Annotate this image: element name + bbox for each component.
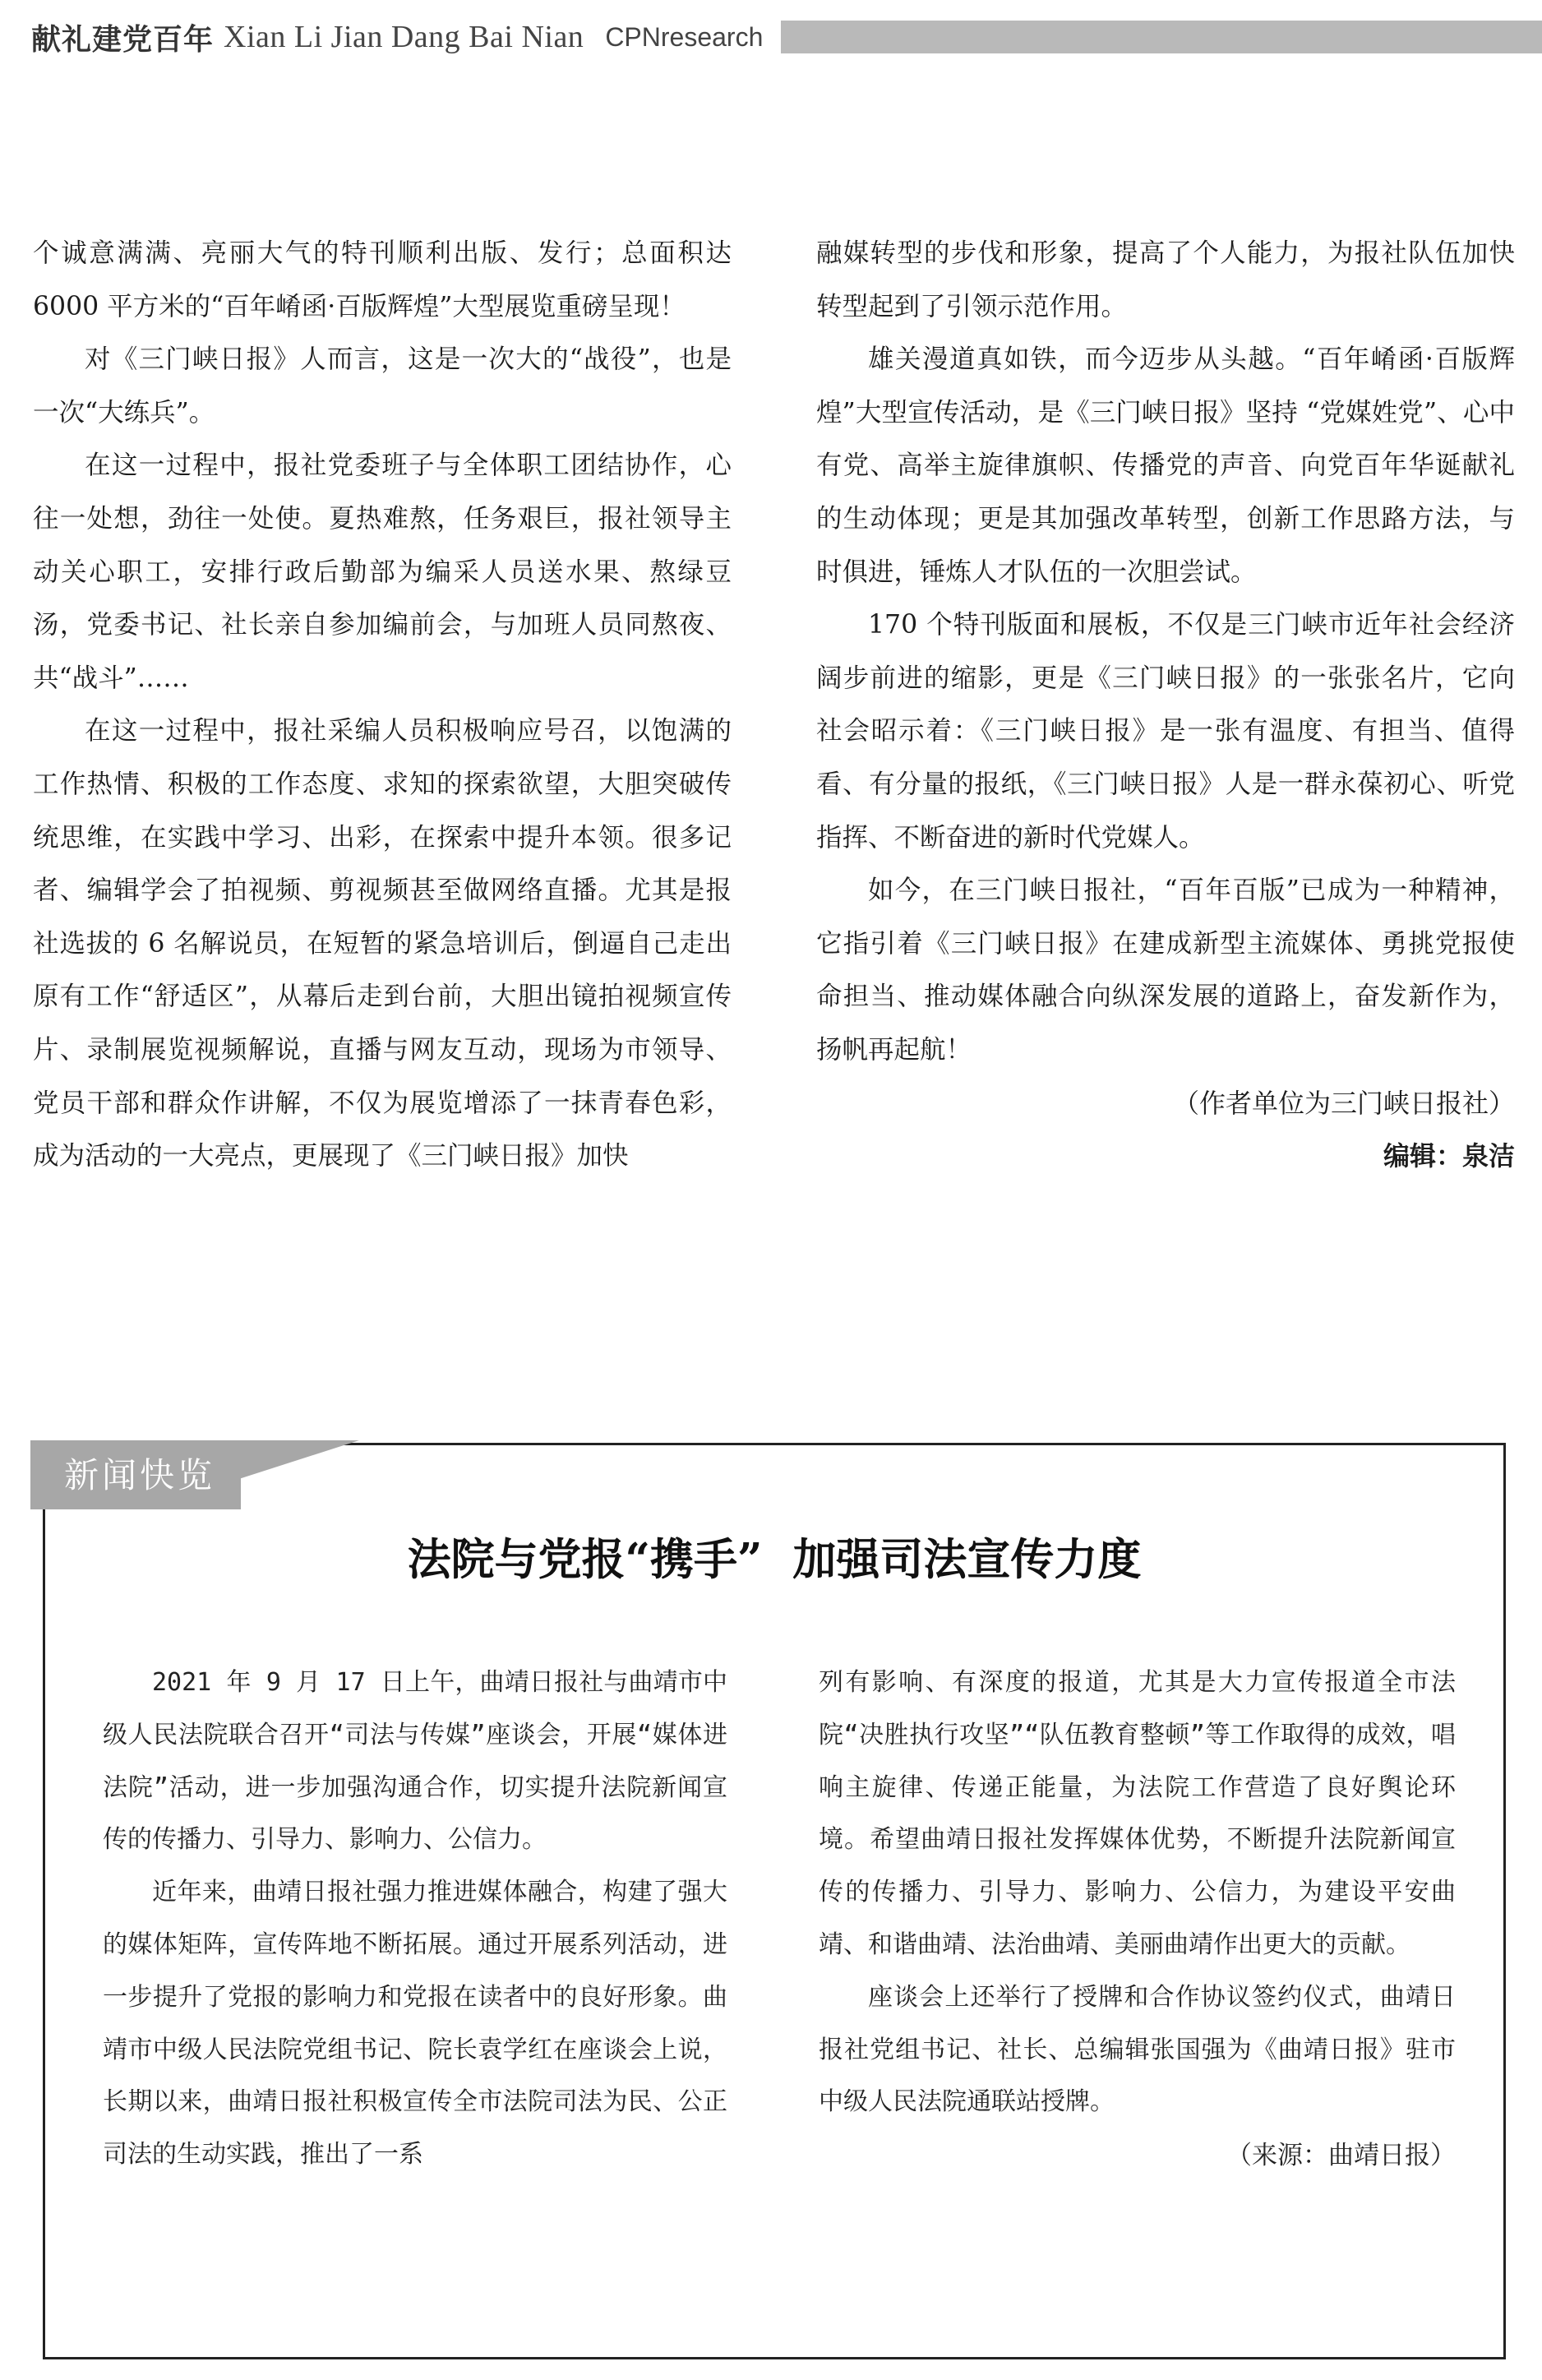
author-byline: （作者单位为三门峡日报社）	[1172, 1087, 1515, 1119]
article-paragraph: 在这一过程中，报社党委班子与全体职工团结协作，心往一处想，劲往一处使。夏热难熬，任务艰巨，报社领导主动关心职工，安排行政后勤部为编采人员送水果、熬绿豆汤，党委书记、社长亲自参加编前会，与加班人员同熬夜、共“战斗”……	[33, 451, 732, 693]
news-paragraph: 列有影响、有深度的报道，尤其是大力宣传报道全市法院“决胜执行攻坚”“队伍教育整顿”等工作取得的成效，唱响主旋律、传递正能量，为法院工作营造了良好舆论环境。希望曲靖日报社发挥媒体优势，不断提升法院新闻宣传的传播力、引导力、影响力、公信力，为建设平安曲靖、和谐曲靖、法治曲靖、美丽曲靖作出更大的贡献。	[819, 1668, 1456, 1959]
section-label: 新闻快览	[64, 1455, 216, 1495]
news-paragraph: 近年来，曲靖日报社强力推进媒体融合，构建了强大的媒体矩阵，宣传阵地不断拓展。通过开展系列活动，进一步提升了党报的影响力和党报在读者中的良好形象。曲靖市中级人民法院党组书记、院长袁学红在座谈会上说，长期以来，曲靖日报社积极宣传全市法院司法为民、公正司法的生动实践，推出了一系	[103, 1878, 727, 2170]
article-paragraph: 如今，在三门峡日报社，“百年百版”已成为一种精神，它指引着《三门峡日报》在建成新型主流媒体、勇挑党报使命担当、推动媒体融合向纵深发展的道路上，奋发新作为，扬帆再起航！	[816, 876, 1515, 1065]
article-paragraph: 170 个特刊版面和展板，不仅是三门峡市近年社会经济阔步前进的缩影，更是《三门峡日报》的一张张名片，它向社会昭示着：《三门峡日报》是一张有温度、有担当、值得看、有分量的报纸，《三门峡日报》人是一群永葆初心、听党指挥、不断奋进的新时代党媒人。	[816, 610, 1515, 853]
article-paragraph: 在这一过程中，报社采编人员积极响应号召，以饱满的工作热情、积极的工作态度、求知的探索欲望，大胆突破传统思维，在实践中学习、出彩，在探索中提升本领。很多记者、编辑学会了拍视频、剪视频甚至做网络直播。尤其是报社选拔的 6 名解说员，在短暂的紧急培训后，倒逼自己走出原有工作“舒适区”，从幕后走到台前，大胆出镜拍视频宣传片、录制展览视频解说，直播与网友互动，现场为市领导、党员干部和群众作讲解，不仅为展览增添了一抹青春色彩，成为活动的一大亮点，更展现了《三门峡日报》加快	[33, 716, 732, 1172]
header-brand: CPNresearch	[605, 21, 764, 52]
editor-credit: 编辑：泉洁	[1383, 1140, 1515, 1172]
article-right-column	[816, 227, 1515, 1183]
news-paragraph: 2021 年 9 月 17 日上午，曲靖日报社与曲靖市中级人民法院联合召开“司法与传媒”座谈会，开展“媒体进法院”活动，进一步加强沟通合作，切实提升法院新闻宣传的传播力、引导力、影响力、公信力。	[103, 1668, 727, 1855]
news-left-column	[103, 1657, 727, 2181]
page-header	[31, 12, 1542, 62]
header-bar	[781, 21, 1542, 53]
header-pinyin: Xian Li Jian Dang Bai Nian	[224, 20, 584, 54]
news-paragraph: 座谈会上还举行了授牌和合作协议签约仪式，曲靖日报社党组书记、社长、总编辑张国强为《曲靖日报》驻市中级人民法院通联站授牌。	[819, 1982, 1456, 2117]
news-headline: 法院与党报“携手” 加强司法宣传力度	[407, 1534, 1142, 1585]
news-source: （来源：曲靖日报）	[1226, 2141, 1456, 2171]
article-paragraph: 个诚意满满、亮丽大气的特刊顺利出版、发行；总面积达 6000 平方米的“百年崤函·百版辉煌”大型展览重磅呈现！	[33, 238, 732, 321]
article-paragraph: 雄关漫道真如铁，而今迈步从头越。“百年崤函·百版辉煌”大型宣传活动，是《三门峡日报》坚持 “党媒姓党”、心中有党、高举主旋律旗帜、传播党的声音、向党百年华诞献礼的生动体现；更是其加强改革转型，创新工作思路方法，与时俱进，锤炼人才队伍的一次胆尝试。	[816, 344, 1515, 587]
article-paragraph: 对《三门峡日报》人而言，这是一次大的“战役”，也是一次“大练兵”。	[33, 344, 732, 427]
article-left-column	[33, 227, 732, 1183]
news-right-column	[819, 1657, 1456, 2183]
article-paragraph: 融媒转型的步伐和形象，提高了个人能力，为报社队伍加快转型起到了引领示范作用。	[816, 238, 1515, 321]
header-title: 献礼建党百年	[31, 22, 215, 57]
